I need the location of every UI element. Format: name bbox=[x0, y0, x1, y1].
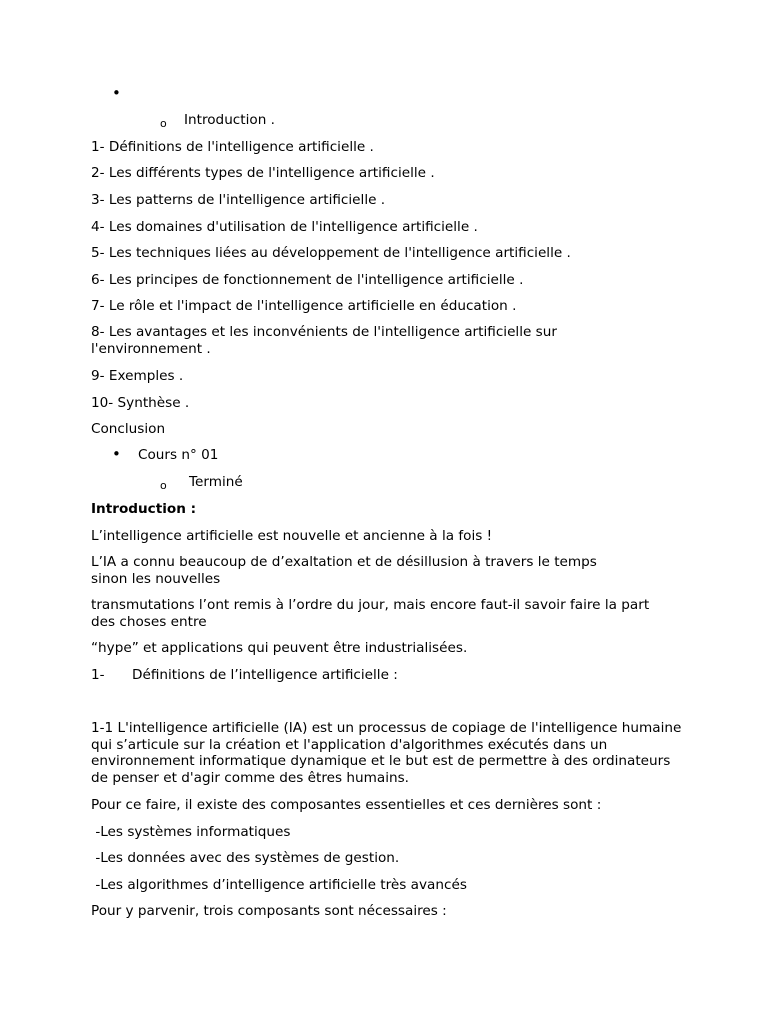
outline-item-4: 4- Les domaines d'utilisation de l'intelligence artificielle . bbox=[91, 219, 478, 235]
paragraph: L’IA a connu beaucoup de d’exaltation et de désillusion à travers le temps sinon les nouvelles bbox=[91, 554, 597, 587]
outline-item-5: 5- Les techniques liées au développement de l'intelligence artificielle . bbox=[91, 245, 571, 261]
paragraph: Pour y parvenir, trois composants sont nécessaires : bbox=[91, 903, 447, 919]
circle-marker: o bbox=[160, 117, 167, 130]
paragraph: “hype” et applications qui peuvent être industrialisées. bbox=[91, 640, 468, 656]
component-item: -Les algorithmes d’intelligence artificielle très avancés bbox=[91, 877, 467, 893]
outline-item-8: 8- Les avantages et les inconvénients de l'intelligence artificielle sur l'environnement . bbox=[91, 324, 557, 357]
section-heading: Introduction : bbox=[91, 501, 197, 517]
component-item: -Les données avec des systèmes de gestion. bbox=[91, 850, 400, 866]
outline-item-3: 3- Les patterns de l'intelligence artificielle . bbox=[91, 192, 386, 208]
component-item: -Les systèmes informatiques bbox=[91, 824, 291, 840]
outline-conclusion: Conclusion bbox=[91, 421, 166, 437]
definition-paragraph: 1-1 L'intelligence artificielle (IA) est un processus de copiage de l'intelligence humaine qui s’articule sur la création et l'application d'algorithmes exécutés dans un environnement informatique dynamique et le but est de permettre à des ordinateurs de penser et d'agir comme des êtres humains. bbox=[91, 720, 682, 786]
section-title: Définitions de l’intelligence artificielle : bbox=[132, 667, 398, 683]
outline-item-1: 1- Définitions de l'intelligence artificielle . bbox=[91, 139, 374, 155]
outline-item-7: 7- Le rôle et l'impact de l'intelligence artificielle en éducation . bbox=[91, 298, 517, 314]
circle-marker: o bbox=[160, 479, 167, 492]
outline-item-2: 2- Les différents types de l'intelligence artificielle . bbox=[91, 165, 435, 181]
section-number: 1- bbox=[91, 667, 105, 683]
paragraph: Pour ce faire, il existe des composantes essentielles et ces dernières sont : bbox=[91, 797, 602, 813]
outline-intro-item: Introduction . bbox=[184, 112, 275, 128]
bullet-marker: • bbox=[112, 445, 121, 463]
outline-item-6: 6- Les principes de fonctionnement de l'intelligence artificielle . bbox=[91, 272, 524, 288]
outline-item-10: 10- Synthèse . bbox=[91, 395, 190, 411]
paragraph: transmutations l’ont remis à l’ordre du jour, mais encore faut-il savoir faire la part des choses entre bbox=[91, 597, 650, 630]
outline-item-9: 9- Exemples . bbox=[91, 368, 184, 384]
course-label: Cours n° 01 bbox=[138, 447, 219, 463]
paragraph: L’intelligence artificielle est nouvelle et ancienne à la fois ! bbox=[91, 528, 493, 544]
bullet-marker: • bbox=[112, 84, 121, 102]
course-status: Terminé bbox=[189, 474, 243, 490]
